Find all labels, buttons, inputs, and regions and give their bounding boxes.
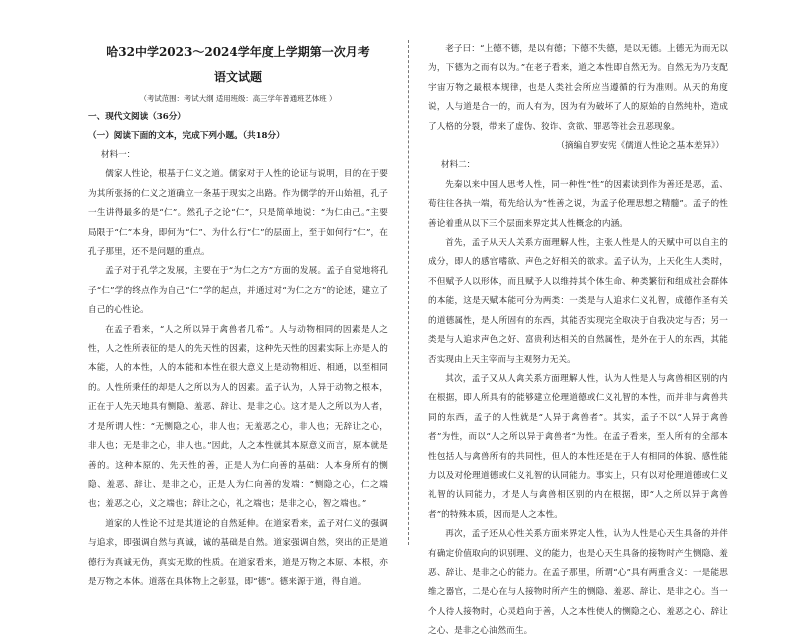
source-citation: （摘编自罗安宪《儒道人性论之基本差异》） <box>556 141 724 152</box>
subsection-heading: （一）阅读下面的文本，完成下列小题。（共18分） <box>88 131 285 141</box>
material-one-label: 材料一： <box>100 150 136 160</box>
left-column <box>88 40 388 592</box>
section-heading: 一、现代文阅读（36分） <box>88 112 186 122</box>
paragraph: 在孟子看来，“人之所以异于禽兽者几希”。人与动物相同的因素是人之性，人之性所表征的是人的先天性的因素，这种先天性的因素实际上亦是人的本能，人的本性，人的本能和本性在很大意义上是动物相近、相通，以至相同的。人性所秉任的却是人之所以为人的因素。孟子认为，人异于动物之根本，正在于人先天地具有恻隐、羞恶、辞让、是非之心。这才是人之所以为人者，才是所谓人性：“无恻隐之心，非人也；无羞恶之心，非人也；无辞让之心，非人也；无是非之心，非人也。”因此，人之本性就其本原意义而言，原本就是善的。这种本原的、先天性的善，正是人为仁向善的基础：人本身所有的恻隐、羞恶、辞让、是非之心，正是人为仁向善的发端：“恻隐之心，仁之端也；羞恶之心，义之端也；辞让之心，礼之端也；是非之心，智之端也。” <box>88 324 388 510</box>
column-divider <box>408 40 409 545</box>
paragraph: 老子曰：“上德不德，是以有德；下德不失德，是以无德。上德无为而无以为，下德为之而有以为。”在老子看来，道之本性即自然无为。自然无为乃支配宇宙万物之最根本规律，也是人类社会所应当遵循的行为准则。从天的角度说，人与道是合一的，而人有为，因为有为破坏了人的原始的自然纯朴，造成了人格的分裂，带来了虚伪、狡诈、贪欲、罪恶等社会丑恶现象。 <box>428 44 728 132</box>
exam-scope-note: （考试范围：考试大纲 适用班级：高三学年普通班艺体班 ） <box>139 94 337 103</box>
exam-subtitle: 语文试题 <box>213 70 262 84</box>
paragraph: 首先，孟子从天人关系方面理解人性，主张人性是人的天赋中可以自主的成分，即人的感官嗜欲、声色之好相关的欲求。孟子认为，上天化生人类时，不但赋予人以形体，而且赋予人以维持其个体生命、种类繁衍和组成社会群体的本能，这是天赋本能可分为两类：一类是与人追求仁义礼智，成德作圣有关的道德属性，是人所固有的东西，其能否实现完全取决于自我决定与否；另一类是与人追求声色之好、富贵利达相关的自然属性，是外在于人的东西，其能否实现由上天主宰而与主观努力无关。 <box>428 238 728 365</box>
paragraph: 其次，孟子又从人禽关系方面理解人性，认为人性是人与禽兽相区别的内在根据，即人所具有的能够建立伦理道德或仁义礼智的本性，而并非与禽兽共同的东西，孟子的人性就是“人异于禽兽者”。其实，孟子不以“人异于禽兽者”为性，而以“人之所以异于禽兽者”为性。在孟子看来，至人所有的全部本性包括人与禽兽所有的共同性，但人的本性还是在于人有相同的体貌、感性能力以及对伦理道德或仁义礼智的认同能力。事实上，只有以对伦理道德或仁义礼智的认同能力，才是人与禽兽相区别的内在根据，即“人之所以异于禽兽者”的特殊本质，因而是人之本性。 <box>428 373 728 520</box>
right-column <box>428 40 728 642</box>
paragraph: 儒家人性论，根基于仁义之道。儒家对于人性的论证与说明，目的在于要为其所张扬的仁义之道确立一条基于现实之出路。作为儒学的开山始祖，孔子一生讲得最多的是“仁”。然孔子之论“仁”，只是简单地说：“为仁由己。”主要局限于“仁”本身，即何为“仁”、为什么行“仁”的层面上，至于如何行“仁”，在孔子那里，还不是问题的重点。 <box>88 169 388 258</box>
paragraph: 先秦以来中国人思考人性，同一种性“性”的因素读到作为善还是恶，孟、荀往往各执一端，荀先给认为“性善之说，为孟子伦理思想之精髓”。孟子的性善论着重从以下三个层面来界定其人性概念的内涵。 <box>428 179 728 229</box>
paragraph: 孟子对于孔学之发展，主要在于“为仁之方”方面的发展。孟子自觉地将孔子“仁”学的终点作为自己“仁”学的起点，并通过对“为仁之方”的论述，建立了自己的心性论。 <box>88 266 388 316</box>
material-two-label: 材料二： <box>440 160 476 171</box>
exam-title: 哈32中学2023～2024学年度上学期第一次月考 <box>106 45 370 59</box>
paragraph: 再次，孟子还从心性关系方面来界定人性，认为人性是心天生具备的并伴有确定价值取向的识别理、义的能力，也是心天生具备的接物时产生恻隐、羞恶、辞让、是非之心的能力。在孟子那里，所谓“心”具有两重含义：一是能思维之器官，二是心在与人接物时所产生的恻隐、羞恶、辞让、是非之心。当一个人待人接物时，心灵趋向于善，人之本性使人的恻隐之心、羞恶之心、辞让之心、是非之心油然而生。 <box>428 529 728 637</box>
paragraph: 道家的人性论不过是其道论的自然延伸。在道家看来，孟子对仁义的强调与追求，即强调自然与真诚，诚的基础是自然。道家强调自然，突出的正是道德行为真诚无伪，真实无欺的性质。在道家看来，道是万物之本原、本根，亦是万物之本体。道落在具体物上之彰显，即“德”。德来源于道，得自道。 <box>88 518 388 587</box>
